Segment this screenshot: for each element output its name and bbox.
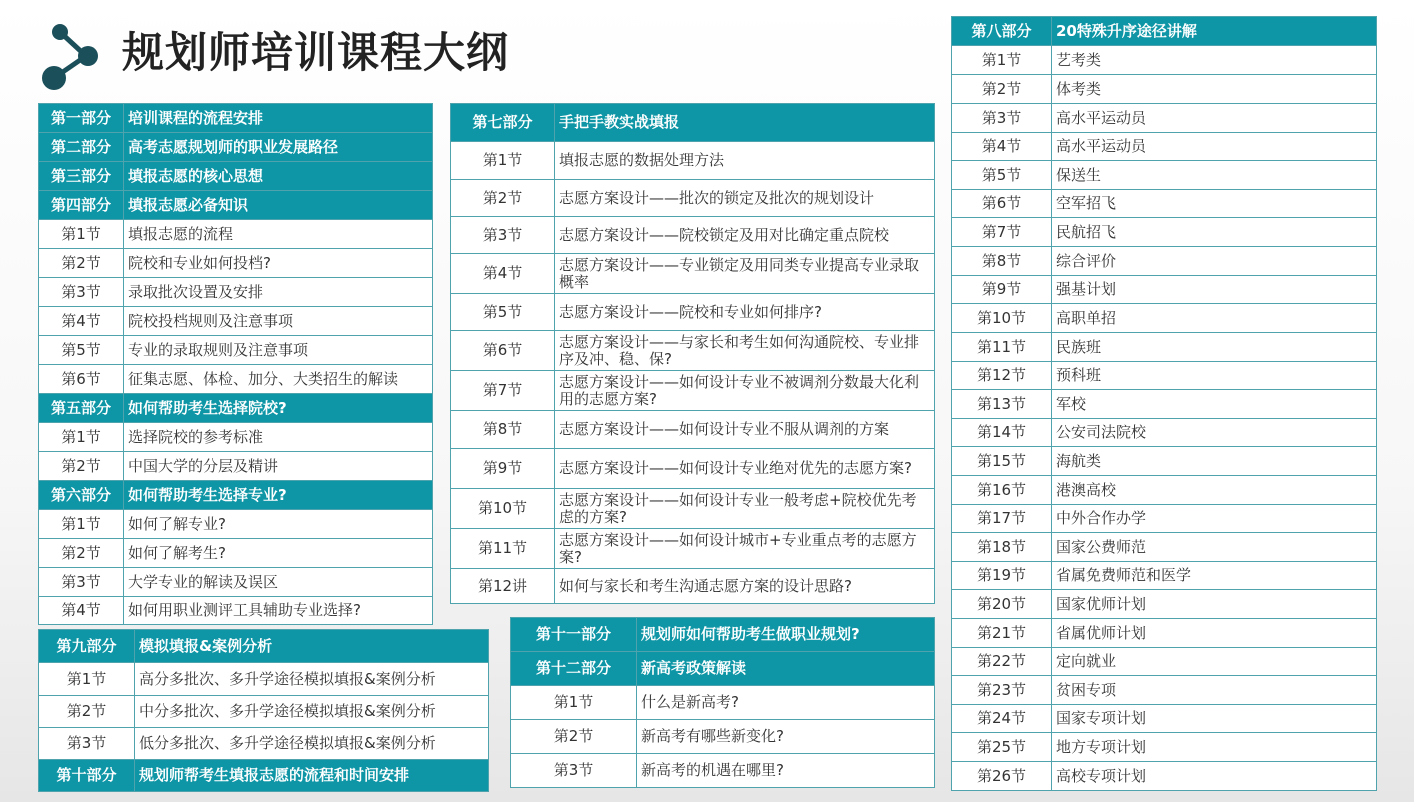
- lesson-row: [952, 46, 1377, 75]
- lesson-number: 第5节: [39, 336, 124, 365]
- lesson-row: [451, 529, 935, 569]
- section-label: 第十一部分: [511, 618, 637, 652]
- lesson-number: 第7节: [451, 371, 555, 411]
- section-label: 第四部分: [39, 191, 124, 220]
- lesson-number: 第6节: [451, 331, 555, 371]
- lesson-title: 贫困专项: [1052, 676, 1377, 705]
- lesson-title: 志愿方案设计——与家长和考生如何沟通院校、专业排序及冲、稳、保?: [555, 331, 935, 371]
- outline-table-bottom-middle: [510, 617, 935, 788]
- section-header-row: [39, 481, 433, 510]
- lesson-number: 第1节: [511, 686, 637, 720]
- lesson-number: 第4节: [952, 133, 1052, 161]
- lesson-row: [952, 247, 1377, 276]
- lesson-title: 保送生: [1052, 161, 1377, 190]
- lesson-number: 第2节: [39, 539, 124, 568]
- lesson-number: 第6节: [39, 365, 124, 394]
- lesson-row: [511, 720, 935, 754]
- lesson-title: 如何了解专业?: [124, 510, 433, 539]
- lesson-row: [451, 449, 935, 489]
- lesson-row: [39, 452, 433, 481]
- lesson-title: 新高考的机遇在哪里?: [637, 754, 935, 788]
- section-header-row: [511, 652, 935, 686]
- lesson-row: [952, 218, 1377, 247]
- lesson-title: 志愿方案设计——专业锁定及用同类专业提高专业录取概率: [555, 254, 935, 294]
- lesson-title: 填报志愿的流程: [124, 220, 433, 249]
- lesson-number: 第7节: [952, 218, 1052, 247]
- lesson-row: [451, 331, 935, 371]
- lesson-row: [952, 276, 1377, 304]
- section-label: 第三部分: [39, 162, 124, 191]
- section-title: 如何帮助考生选择院校?: [124, 394, 433, 423]
- section-label: 第六部分: [39, 481, 124, 510]
- lesson-row: [39, 423, 433, 452]
- section-header-row: [39, 133, 433, 162]
- lesson-title: 什么是新高考?: [637, 686, 935, 720]
- lesson-row: [451, 569, 935, 604]
- lesson-number: 第22节: [952, 648, 1052, 676]
- lesson-title: 大学专业的解读及误区: [124, 568, 433, 597]
- section-title: 新高考政策解读: [637, 652, 935, 686]
- section-header-row: [39, 191, 433, 220]
- lesson-row: [952, 762, 1377, 791]
- section-label: 第二部分: [39, 133, 124, 162]
- lesson-row: [39, 539, 433, 568]
- lesson-title: 民族班: [1052, 333, 1377, 362]
- section-title: 培训课程的流程安排: [124, 104, 433, 133]
- lesson-title: 空军招飞: [1052, 190, 1377, 218]
- lesson-title: 中外合作办学: [1052, 505, 1377, 533]
- lesson-number: 第4节: [39, 597, 124, 625]
- lesson-row: [451, 254, 935, 294]
- lesson-row: [39, 307, 433, 336]
- section-title: 手把手教实战填报: [555, 104, 935, 142]
- section-title: 20特殊升序途径讲解: [1052, 17, 1377, 46]
- lesson-row: [952, 705, 1377, 733]
- lesson-number: 第6节: [952, 190, 1052, 218]
- lesson-row: [952, 476, 1377, 505]
- lesson-row: [952, 190, 1377, 218]
- section-header-row: [39, 162, 433, 191]
- lesson-title: 海航类: [1052, 447, 1377, 476]
- lesson-number: 第10节: [952, 304, 1052, 333]
- lesson-title: 录取批次设置及安排: [124, 278, 433, 307]
- lesson-row: [451, 142, 935, 180]
- lesson-number: 第4节: [39, 307, 124, 336]
- lesson-title: 志愿方案设计——院校锁定及用对比确定重点院校: [555, 217, 935, 254]
- lesson-number: 第26节: [952, 762, 1052, 791]
- lesson-row: [451, 180, 935, 217]
- lesson-title: 国家优师计划: [1052, 590, 1377, 619]
- lesson-number: 第9节: [952, 276, 1052, 304]
- lesson-row: [39, 568, 433, 597]
- lesson-title: 高分多批次、多升学途径模拟填报&案例分析: [135, 663, 489, 696]
- section-label: 第十部分: [39, 760, 135, 792]
- lesson-number: 第2节: [39, 249, 124, 278]
- lesson-number: 第5节: [451, 294, 555, 331]
- lesson-row: [952, 161, 1377, 190]
- lesson-row: [39, 510, 433, 539]
- lesson-number: 第18节: [952, 533, 1052, 562]
- lesson-title: 体考类: [1052, 75, 1377, 104]
- lesson-row: [952, 104, 1377, 133]
- lesson-number: 第24节: [952, 705, 1052, 733]
- lesson-row: [952, 733, 1377, 762]
- section-header-row: [511, 618, 935, 652]
- lesson-number: 第1节: [39, 423, 124, 452]
- lesson-row: [39, 663, 489, 696]
- section-title: 填报志愿的核心思想: [124, 162, 433, 191]
- lesson-number: 第2节: [39, 696, 135, 728]
- share-nodes-icon: [40, 22, 104, 92]
- lesson-row: [39, 365, 433, 394]
- section-header-row: [39, 760, 489, 792]
- lesson-title: 志愿方案设计——如何设计专业绝对优先的志愿方案?: [555, 449, 935, 489]
- section-title: 规划师如何帮助考生做职业规划?: [637, 618, 935, 652]
- lesson-title: 高职单招: [1052, 304, 1377, 333]
- lesson-row: [952, 676, 1377, 705]
- lesson-title: 新高考有哪些新变化?: [637, 720, 935, 754]
- lesson-number: 第9节: [451, 449, 555, 489]
- lesson-title: 志愿方案设计——批次的锁定及批次的规划设计: [555, 180, 935, 217]
- lesson-title: 民航招飞: [1052, 218, 1377, 247]
- lesson-row: [451, 294, 935, 331]
- lesson-title: 省属优师计划: [1052, 619, 1377, 648]
- lesson-number: 第3节: [952, 104, 1052, 133]
- lesson-row: [511, 686, 935, 720]
- lesson-row: [511, 754, 935, 788]
- lesson-title: 志愿方案设计——如何设计城市+专业重点考的志愿方案?: [555, 529, 935, 569]
- lesson-title: 强基计划: [1052, 276, 1377, 304]
- lesson-row: [952, 447, 1377, 476]
- lesson-row: [952, 590, 1377, 619]
- lesson-number: 第17节: [952, 505, 1052, 533]
- lesson-number: 第2节: [451, 180, 555, 217]
- section-label: 第七部分: [451, 104, 555, 142]
- lesson-title: 中国大学的分层及精讲: [124, 452, 433, 481]
- lesson-title: 院校投档规则及注意事项: [124, 307, 433, 336]
- lesson-row: [451, 411, 935, 449]
- lesson-row: [952, 333, 1377, 362]
- lesson-title: 如何用职业测评工具辅助专业选择?: [124, 597, 433, 625]
- lesson-number: 第16节: [952, 476, 1052, 505]
- lesson-row: [952, 533, 1377, 562]
- lesson-number: 第11节: [451, 529, 555, 569]
- lesson-number: 第1节: [952, 46, 1052, 75]
- lesson-row: [952, 362, 1377, 390]
- section-header-row: [39, 630, 489, 663]
- lesson-row: [952, 648, 1377, 676]
- section-label: 第八部分: [952, 17, 1052, 46]
- lesson-title: 志愿方案设计——如何设计专业一般考虑+院校优先考虑的方案?: [555, 489, 935, 529]
- lesson-row: [952, 505, 1377, 533]
- lesson-title: 征集志愿、体检、加分、大类招生的解读: [124, 365, 433, 394]
- lesson-title: 高水平运动员: [1052, 133, 1377, 161]
- lesson-row: [952, 133, 1377, 161]
- lesson-row: [451, 217, 935, 254]
- lesson-row: [39, 220, 433, 249]
- lesson-number: 第12节: [952, 362, 1052, 390]
- lesson-title: 如何与家长和考生沟通志愿方案的设计思路?: [555, 569, 935, 604]
- section-title: 高考志愿规划师的职业发展路径: [124, 133, 433, 162]
- lesson-number: 第2节: [39, 452, 124, 481]
- lesson-number: 第3节: [511, 754, 637, 788]
- lesson-number: 第11节: [952, 333, 1052, 362]
- lesson-row: [952, 390, 1377, 419]
- lesson-title: 如何了解考生?: [124, 539, 433, 568]
- lesson-title: 国家公费师范: [1052, 533, 1377, 562]
- section-title: 模拟填报&案例分析: [135, 630, 489, 663]
- lesson-title: 综合评价: [1052, 247, 1377, 276]
- lesson-number: 第3节: [451, 217, 555, 254]
- lesson-title: 高校专项计划: [1052, 762, 1377, 791]
- lesson-number: 第2节: [952, 75, 1052, 104]
- lesson-row: [952, 304, 1377, 333]
- lesson-row: [39, 597, 433, 625]
- outline-table-right: [951, 16, 1377, 791]
- lesson-title: 选择院校的参考标准: [124, 423, 433, 452]
- lesson-number: 第2节: [511, 720, 637, 754]
- lesson-title: 港澳高校: [1052, 476, 1377, 505]
- lesson-row: [39, 278, 433, 307]
- section-label: 第十二部分: [511, 652, 637, 686]
- lesson-row: [952, 562, 1377, 590]
- lesson-row: [39, 696, 489, 728]
- section-header-row: [39, 104, 433, 133]
- lesson-row: [39, 728, 489, 760]
- lesson-number: 第25节: [952, 733, 1052, 762]
- lesson-title: 填报志愿的数据处理方法: [555, 142, 935, 180]
- lesson-number: 第3节: [39, 568, 124, 597]
- outline-table-middle: [450, 103, 935, 604]
- lesson-number: 第14节: [952, 419, 1052, 447]
- lesson-title: 志愿方案设计——院校和专业如何排序?: [555, 294, 935, 331]
- lesson-number: 第21节: [952, 619, 1052, 648]
- lesson-row: [952, 75, 1377, 104]
- lesson-title: 地方专项计划: [1052, 733, 1377, 762]
- lesson-number: 第12讲: [451, 569, 555, 604]
- lesson-row: [451, 371, 935, 411]
- lesson-row: [952, 619, 1377, 648]
- lesson-number: 第10节: [451, 489, 555, 529]
- lesson-row: [451, 489, 935, 529]
- lesson-title: 高水平运动员: [1052, 104, 1377, 133]
- lesson-number: 第15节: [952, 447, 1052, 476]
- lesson-number: 第3节: [39, 278, 124, 307]
- lesson-title: 预科班: [1052, 362, 1377, 390]
- page-title: 规划师培训课程大纲: [122, 28, 510, 77]
- lesson-number: 第1节: [451, 142, 555, 180]
- lesson-number: 第8节: [952, 247, 1052, 276]
- outline-table-left: [38, 103, 433, 625]
- lesson-number: 第8节: [451, 411, 555, 449]
- section-title: 填报志愿必备知识: [124, 191, 433, 220]
- lesson-number: 第1节: [39, 220, 124, 249]
- lesson-number: 第20节: [952, 590, 1052, 619]
- lesson-number: 第4节: [451, 254, 555, 294]
- lesson-title: 国家专项计划: [1052, 705, 1377, 733]
- section-label: 第一部分: [39, 104, 124, 133]
- lesson-title: 艺考类: [1052, 46, 1377, 75]
- lesson-title: 定向就业: [1052, 648, 1377, 676]
- lesson-number: 第1节: [39, 510, 124, 539]
- lesson-title: 志愿方案设计——如何设计专业不服从调剂的方案: [555, 411, 935, 449]
- lesson-title: 公安司法院校: [1052, 419, 1377, 447]
- lesson-row: [39, 336, 433, 365]
- lesson-title: 省属免费师范和医学: [1052, 562, 1377, 590]
- section-title: 规划师帮考生填报志愿的流程和时间安排: [135, 760, 489, 792]
- outline-table-bottom-left: [38, 629, 489, 792]
- section-header-row: [451, 104, 935, 142]
- lesson-title: 中分多批次、多升学途径模拟填报&案例分析: [135, 696, 489, 728]
- lesson-title: 院校和专业如何投档?: [124, 249, 433, 278]
- lesson-row: [39, 249, 433, 278]
- lesson-title: 专业的录取规则及注意事项: [124, 336, 433, 365]
- lesson-title: 军校: [1052, 390, 1377, 419]
- section-label: 第九部分: [39, 630, 135, 663]
- section-label: 第五部分: [39, 394, 124, 423]
- lesson-number: 第5节: [952, 161, 1052, 190]
- section-title: 如何帮助考生选择专业?: [124, 481, 433, 510]
- lesson-number: 第3节: [39, 728, 135, 760]
- lesson-title: 低分多批次、多升学途径模拟填报&案例分析: [135, 728, 489, 760]
- section-header-row: [39, 394, 433, 423]
- lesson-number: 第19节: [952, 562, 1052, 590]
- lesson-number: 第1节: [39, 663, 135, 696]
- lesson-row: [952, 419, 1377, 447]
- lesson-title: 志愿方案设计——如何设计专业不被调剂分数最大化利用的志愿方案?: [555, 371, 935, 411]
- section-header-row: [952, 17, 1377, 46]
- lesson-number: 第23节: [952, 676, 1052, 705]
- lesson-number: 第13节: [952, 390, 1052, 419]
